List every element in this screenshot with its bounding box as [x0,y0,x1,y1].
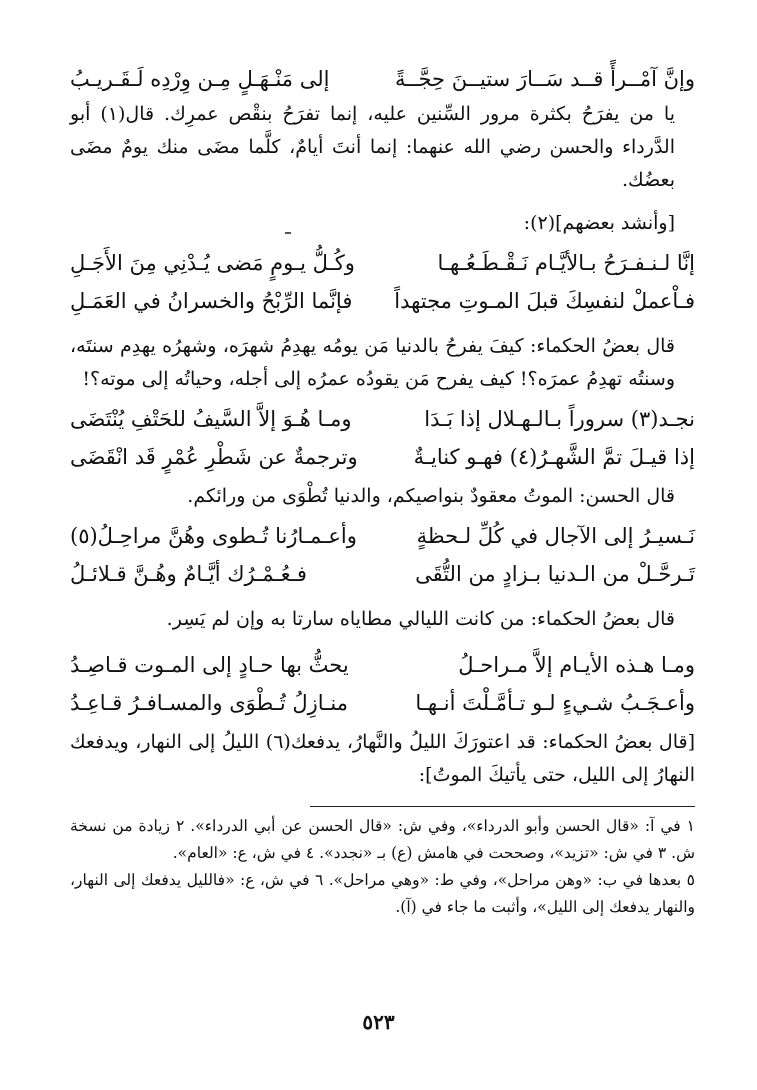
verse-line [70,684,695,722]
paragraph: قال الحسن: الموتُ معقودٌ بنواصيكم، والدنيا تُطْوَى من ورائكم. [187,485,675,507]
paragraph: [قال بعضُ الحكماء: قد اعتورَكَ الليلُ والنَّهارُ، يدفعك(٦) الليلُ إلى النهار، ويدفعك النهارُ إلى الليل، حتى يأتيكَ الموتُ]: [70,731,696,786]
verse-hemistich-left: فإنَّما الرِّبْحُ والخسرانُ في العَمَـلِ [70,289,353,313]
verse-hemistich-left: وترجمةٌ عن شَطْرِ عُمْرٍ قَد انْقَضَى [70,445,358,469]
page-number: ٥٢٣ [362,1010,395,1034]
decorative-mark [285,232,291,234]
verse-hemistich-left: إلى مَنْـهَـلٍ مِـن وِرْدِه لَـقَـريـبُ [70,67,330,91]
verse-hemistich-left: فـعُـمْـرُك أيَّـامٌ وهُـنَّ قـلائـلُ [70,562,307,586]
verse-hemistich-right: نجـد(٣) سروراً بـالـهـلال إذا بَـدَا [424,407,695,431]
paragraph: قال بعضُ الحكماء: كيفَ يفرحُ بالدنيا مَن يومُه يهدِمُ شهرَه، وشهرُه يهدِم سنتَه، وسنتُه تهدِمُ عمرَه؟! كيف يفرح مَن يقودُه عمرُه إلى أجله، وحياتُه إلى موته؟! [70,335,675,390]
verse-hemistich-right: وإنَّ آمْــرأً قــد سَــارَ ستيــنَ حِجَّــةً [394,67,695,91]
paragraph: قال بعضُ الحكماء: من كانت الليالي مطاياه سارتا به وإن لم يَسِر. [166,608,675,630]
verse-line [70,438,695,476]
verse-hemistich-left: وأعـمـارُنا تُـطوى وهُنَّ مراحِـلُ(٥) [70,524,357,548]
verse-line [70,282,695,320]
verse-line [70,60,695,98]
verse-hemistich-right: فـاْعملْ لنفسِكَ قبلَ المـوتِ مجتهداً [394,289,695,313]
paragraph: يا من يفرَحُ بكثرة مرور السِّنين عليه، إنما تفرَحُ بنقْص عمرِك. قال(١) أبو الدَّرداء والحسن رضي الله عنهما: إنما أنتَ أيامٌ، كلَّما مضَى منك يومٌ مضَى بعضُك. [70,103,675,191]
verse-hemistich-right: وأعـجَـبُ شـيءٍ لـو تـأمَّـلْتَ أنـهـا [415,691,695,715]
verse-hemistich-right: إذا قيـلَ تمَّ الشَّهـرُ(٤) فهـو كنايـةٌ [413,445,695,469]
paragraph-heading: [وأنشد بعضهم](٢): [523,212,675,234]
verse-hemistich-right: إنَّا لـنـفـرَحُ بـالأيَّـام نَـقْـطَـعُـهـا [437,251,695,275]
footnote-separator [310,806,695,807]
verse-hemistich-left: ومـا هُـوَ إلاَّ السَّيفُ للحَتْفِ يُنْتَضَى [70,407,352,431]
verse-line [70,244,695,282]
verse-hemistich-right: ومـا هـذه الأيـام إلاَّ مـراحـلُ [458,653,695,677]
verse-hemistich-left: وكُـلُّ يـومٍ مَضى يُـدْنِي مِنَ الأَجَـلِ [70,251,355,275]
verse-line [70,555,695,593]
footnote: ٥ بعدها في ب: «وهن مراحل»، وفي ط: «وهي مراحل». ٦ في ش، ع: «فالليل يدفعك إلى النهار، والنهار يدفعك إلى الليل»، وأثبت ما جاء في (آ). [70,871,695,916]
page-content [70,60,695,921]
verse-hemistich-left: منـازِلُ تُـطْوَى والمسـافـرُ قـاعِـدُ [70,691,348,715]
verse-line [70,646,695,684]
verse-line [70,400,695,438]
verse-hemistich-right: تَـرحَّـلْ من الـدنيا بـزادٍ من التُّقَى [415,562,695,586]
verse-hemistich-right: نَـسيـرُ إلى الآجال في كُلِّ لـحظةٍ [416,524,695,548]
verse-hemistich-left: يحثُّ بها حـادٍ إلى المـوت قـاصِـدُ [70,653,349,677]
footnote: ١ في آ: «قال الحسن وأبو الدرداء»، وفي ش: «قال الحسن عن أبي الدرداء». ٢ زيادة من نسخة ش. ٣ في ش: «تزيد»، وصححت في هامش (ع) بـ «نجدد». ٤ في ش، ع: «العام». [70,817,695,862]
verse-line [70,517,695,555]
